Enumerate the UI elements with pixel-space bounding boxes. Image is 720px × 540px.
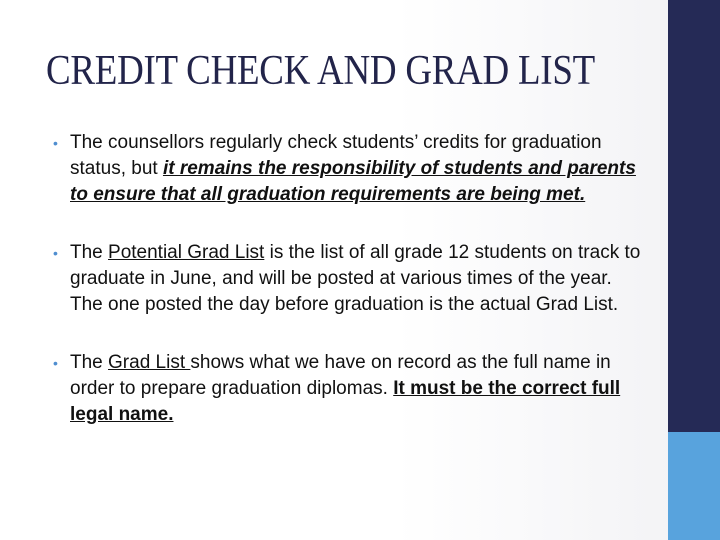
bullet-text: The xyxy=(70,352,109,373)
bullet-text: is the list of all grade 12 students on track to graduate in June, and will be posted at various times of the year. The one posted the day before graduation is the actual Grad List. xyxy=(70,242,641,315)
bullet-emphasis: It must be the correct full legal name. xyxy=(70,378,621,425)
slide-body xyxy=(53,130,648,428)
bullet-emphasis: it remains the responsibility of students and parents to ensure that all graduation requirements are being met. xyxy=(70,158,636,205)
bullet-dot-icon: • xyxy=(53,245,58,261)
bullet-item xyxy=(53,130,648,208)
sidebar-accent-light xyxy=(668,432,720,540)
bullet-item xyxy=(53,240,648,318)
bullet-item xyxy=(53,350,648,428)
potential-grad-list-term: Potential Grad List xyxy=(108,242,265,263)
bullet-text: The xyxy=(70,242,109,263)
bullet-text: shows what we have on record as the full name in order to prepare graduation diplomas. xyxy=(70,352,611,399)
bullet-dot-icon: • xyxy=(53,355,58,371)
bullet-text: The counsellors regularly check students’ credits for graduation status, but xyxy=(70,132,602,179)
bullet-dot-icon: • xyxy=(53,135,58,151)
slide-title: CREDIT CHECK AND GRAD LIST xyxy=(46,48,595,94)
grad-list-term: Grad List xyxy=(108,352,191,373)
